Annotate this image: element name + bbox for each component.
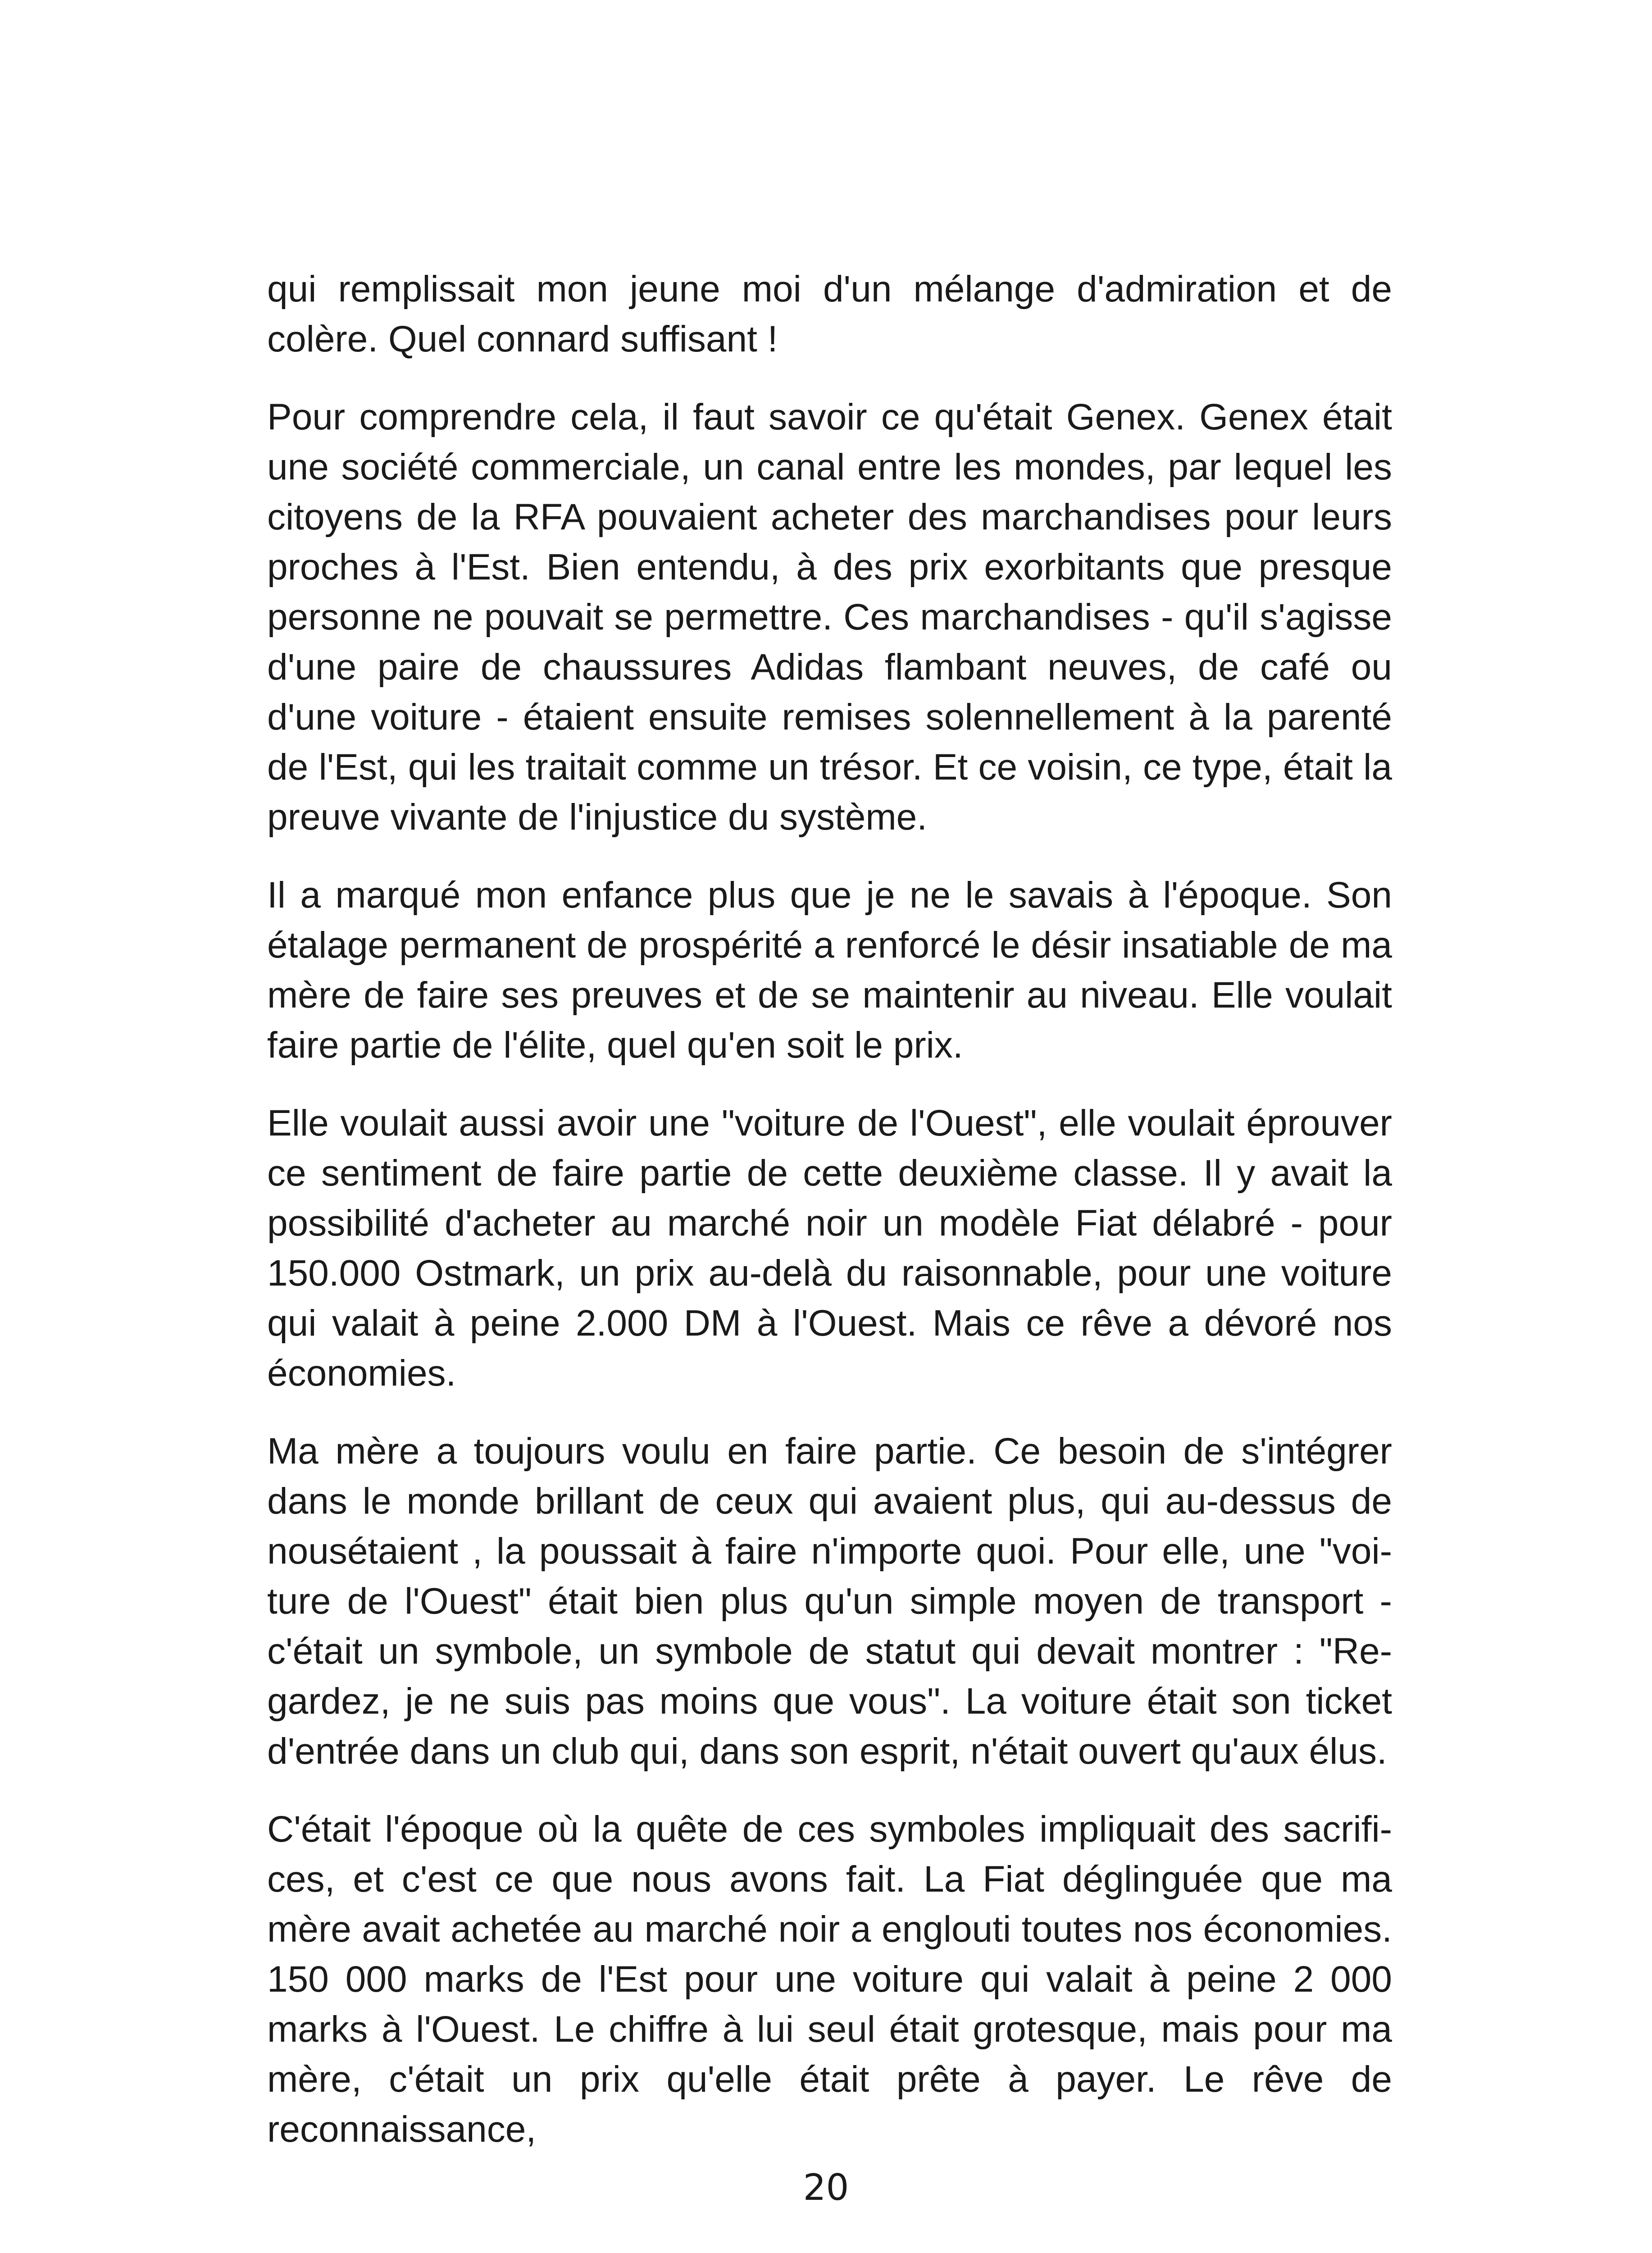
paragraph-3: Il a marqué mon enfance plus que je ne le savais à l'époque. Son étalage permanent de prospérité a renforcé le désir insatiable de ma mère de faire ses preuves et de se maintenir au niveau. Elle voulait faire partie de l'élite, quel qu'en soit le prix. <box>267 875 1392 1066</box>
paragraph-4: Elle voulait aussi avoir une "voiture de l'Ouest", elle voulait éprouver ce sentiment de faire partie de cette deuxième classe. Il y avait la possibilité d'acheter au marché noir un modèle Fiat délabré - pour 150.000 Ostmark, un prix au-delà du raisonnable, pour une voiture qui valait à peine 2.000 DM à l'Ouest. Mais ce rêve a dévoré nos économies. <box>267 1103 1392 1394</box>
paragraph-1: qui remplissait mon jeune moi d'un mélange d'admiration et de colère. Quel connard suffisant ! <box>267 269 1392 360</box>
paragraph-2: Pour comprendre cela, il faut savoir ce qu'était Genex. Genex était une société commerciale, un canal entre les mondes, par lequel les citoyens de la RFA pouvaient acheter des marchandises pour leurs proches à l'Est. Bien entendu, à des prix exorbitants que presque personne ne pouvait se permettre. Ces marchandises - qu'il s'agisse d'une paire de chaussures Adidas flambant neuves, de café ou d'une voiture - étaient ensuite remises solennellement à la parenté de l'Est, qui les traitait comme un trésor. Et ce voisin, ce type, était la preuve vivante de l'injustice du système. <box>267 397 1392 838</box>
paragraph-6: C'était l'époque où la quête de ces symboles impliquait des sacrifi-ces, et c'est ce que nous avons fait. La Fiat déglinguée que ma mère avait achetée au marché noir a englouti toutes nos économies. 150 000 marks de l'Est pour une voiture qui valait à peine 2 000 marks à l'Ouest. Le chiffre à lui seul était grotesque, mais pour ma mère, c'était un prix qu'elle était prête à payer. Le rêve de reconnaissance, <box>267 1809 1392 2150</box>
paragraph-5: Ma mère a toujours voulu en faire partie. Ce besoin de s'intégrer dans le monde brillant de ceux qui avaient plus, qui au-dessus de nousétaient , la poussait à faire n'importe quoi. Pour elle, une "voi-ture de l'Ouest" était bien plus qu'un simple moyen de transport - c'était un symbole, un symbole de statut qui devait montrer : "Re-gardez, je ne suis pas moins que vous". La voiture était son ticket d'entrée dans un club qui, dans son esprit, n'était ouvert qu'aux élus. <box>267 1431 1392 1772</box>
body-text <box>267 264 1392 2182</box>
page-number: 20 <box>803 2166 849 2208</box>
